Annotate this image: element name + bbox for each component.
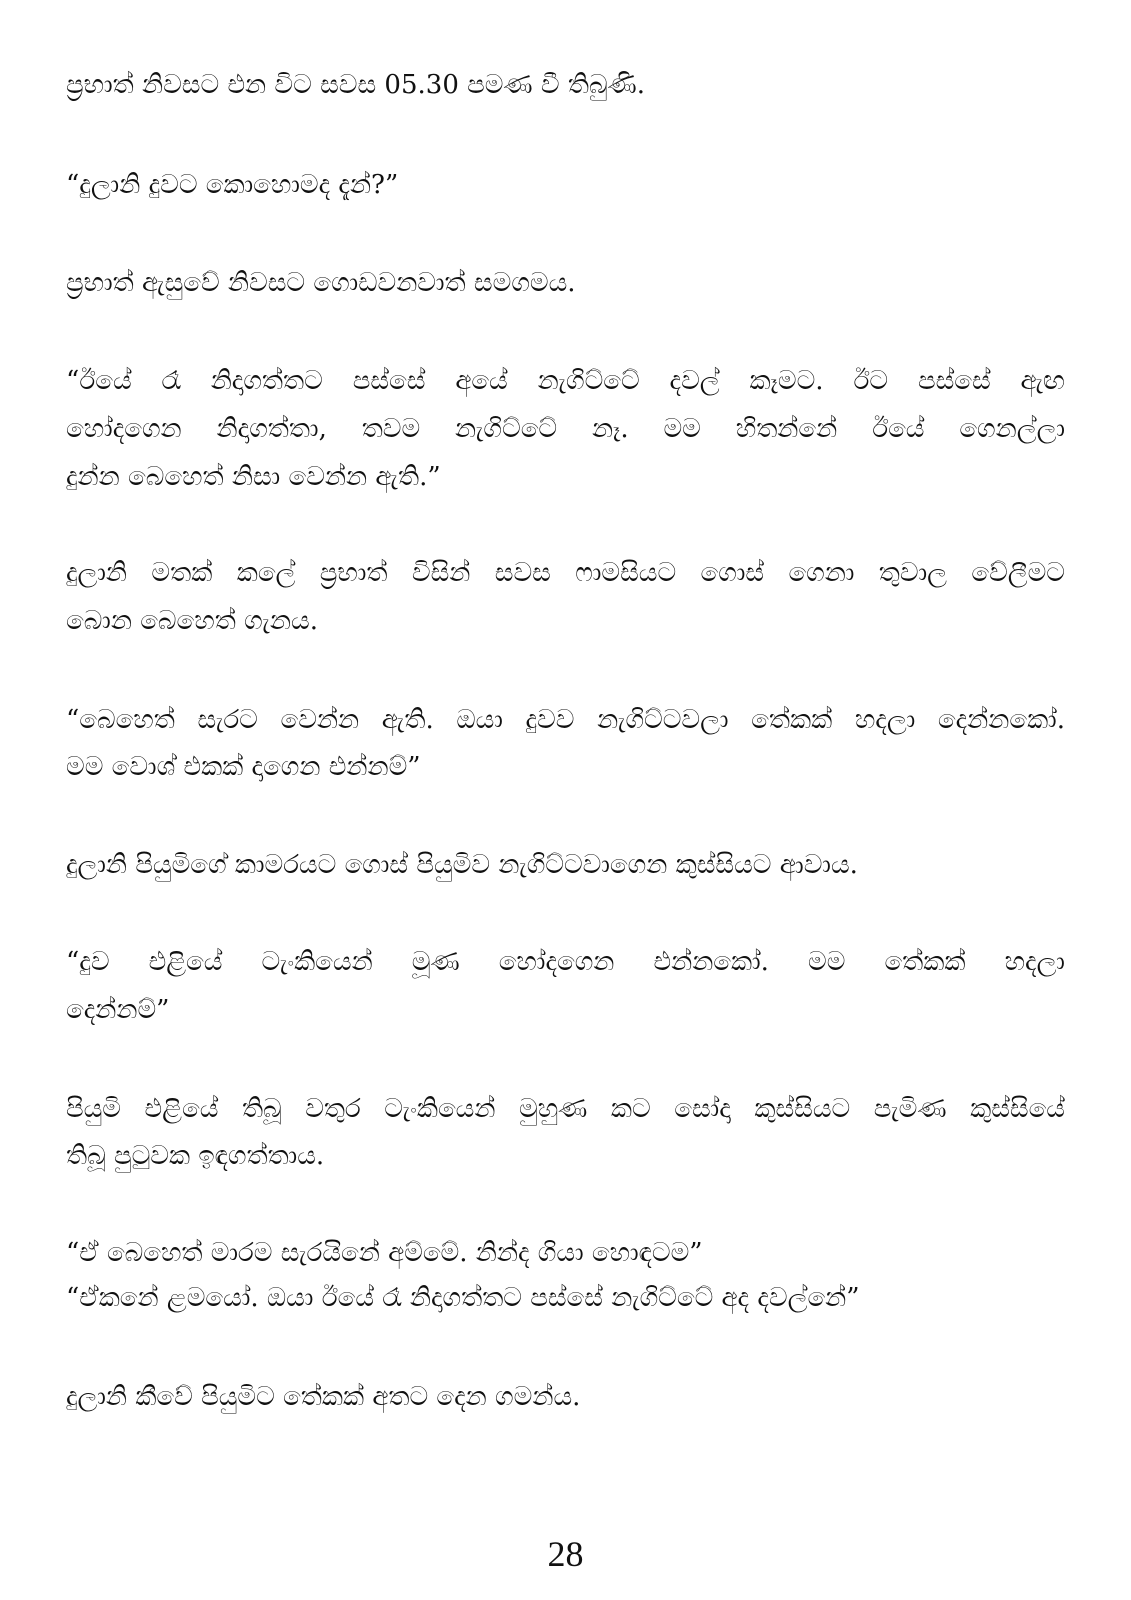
paragraph-4-line-2: හෝදගෙන නිදාගත්තා, තවම නැගිට්ටේ නෑ. මම හිතන්නේ ඊයේ ගෙනල්ලා — [66, 414, 1065, 444]
paragraph-6-line-1: “බෙහෙත් සැරට වෙන්න ඇති. ඔයා දුවව නැගිට්ටවලා තේකක් හදලා දෙන්නකෝ. — [66, 705, 1065, 735]
page-number: 28 — [547, 1534, 584, 1574]
paragraph-2-line-1: “දුලානි දුවට කොහොමද දැන්?” — [66, 170, 399, 200]
paragraph-9-line-2: තිබූ පුටුවක ඉඳගත්තාය. — [66, 1141, 325, 1171]
paragraph-8-line-1: “දුව එළියේ ටැංකියෙන් මූණ හෝදගෙන එන්නකෝ. මම තේකක් හදලා — [66, 947, 1065, 977]
paragraph-4-line-1: “ඊයේ රෑ නිදාගත්තට පස්සේ අයේ නැගිට්ටේ දවල් කෑමට. ඊට පස්සේ ඇඟ — [66, 366, 1065, 396]
paragraph-3-line-1: ප්‍රභාත් ඇසුවේ නිවසට ගොඩවනවාත් සමගමය. — [66, 268, 576, 298]
paragraph-5-line-1: දුලානි මතක් කලේ ප්‍රභාත් විසින් සවස ෆාමසියට ගොස් ගෙනා තුවාල වේලීමට — [66, 558, 1065, 588]
paragraph-1-line-1: ප්‍රභාත් නිවසට එන විට සවස 05.30 පමණ වී තිබුණි. — [66, 70, 646, 100]
paragraph-10-line-1: “ඒ බෙහෙත් මාරම සැරයිනේ අම්මේ. නින්ද ගියා හොඳටම” — [66, 1238, 703, 1268]
paragraph-5-line-2: බොන බෙහෙත් ගැනය. — [66, 606, 318, 636]
paragraph-6-line-2: මම වොශ් එකක් දාගෙන එන්නම්” — [66, 752, 421, 782]
paragraph-10-line-2: “ඒකනේ ළමයෝ. ඔයා ඊයේ රෑ නිදාගත්තට පස්සේ නැගිට්ටේ අද දවල්නේ” — [66, 1283, 860, 1313]
paragraph-7-line-1: දුලානි පියුමිගේ කාමරයට ගොස් පියුමිව නැගිට්ටවාගෙන කුස්සියට ආවාය. — [66, 850, 858, 880]
paragraph-4-line-3: දුන්න බෙහෙත් නිසා වෙන්න ඇති.” — [66, 462, 441, 492]
paragraph-9-line-1: පියුමි එළියේ තිබූ වතුර ටැංකියෙන් මුහුණ කට සෝදා කුස්සියට පැමිණ කුස්සියේ — [66, 1094, 1065, 1124]
paragraph-8-line-2: දෙන්නම්” — [66, 995, 170, 1025]
paragraph-11-line-1: දුලානි කීවේ පියුමිට තේකක් අතට දෙන ගමන්ය. — [66, 1382, 581, 1412]
